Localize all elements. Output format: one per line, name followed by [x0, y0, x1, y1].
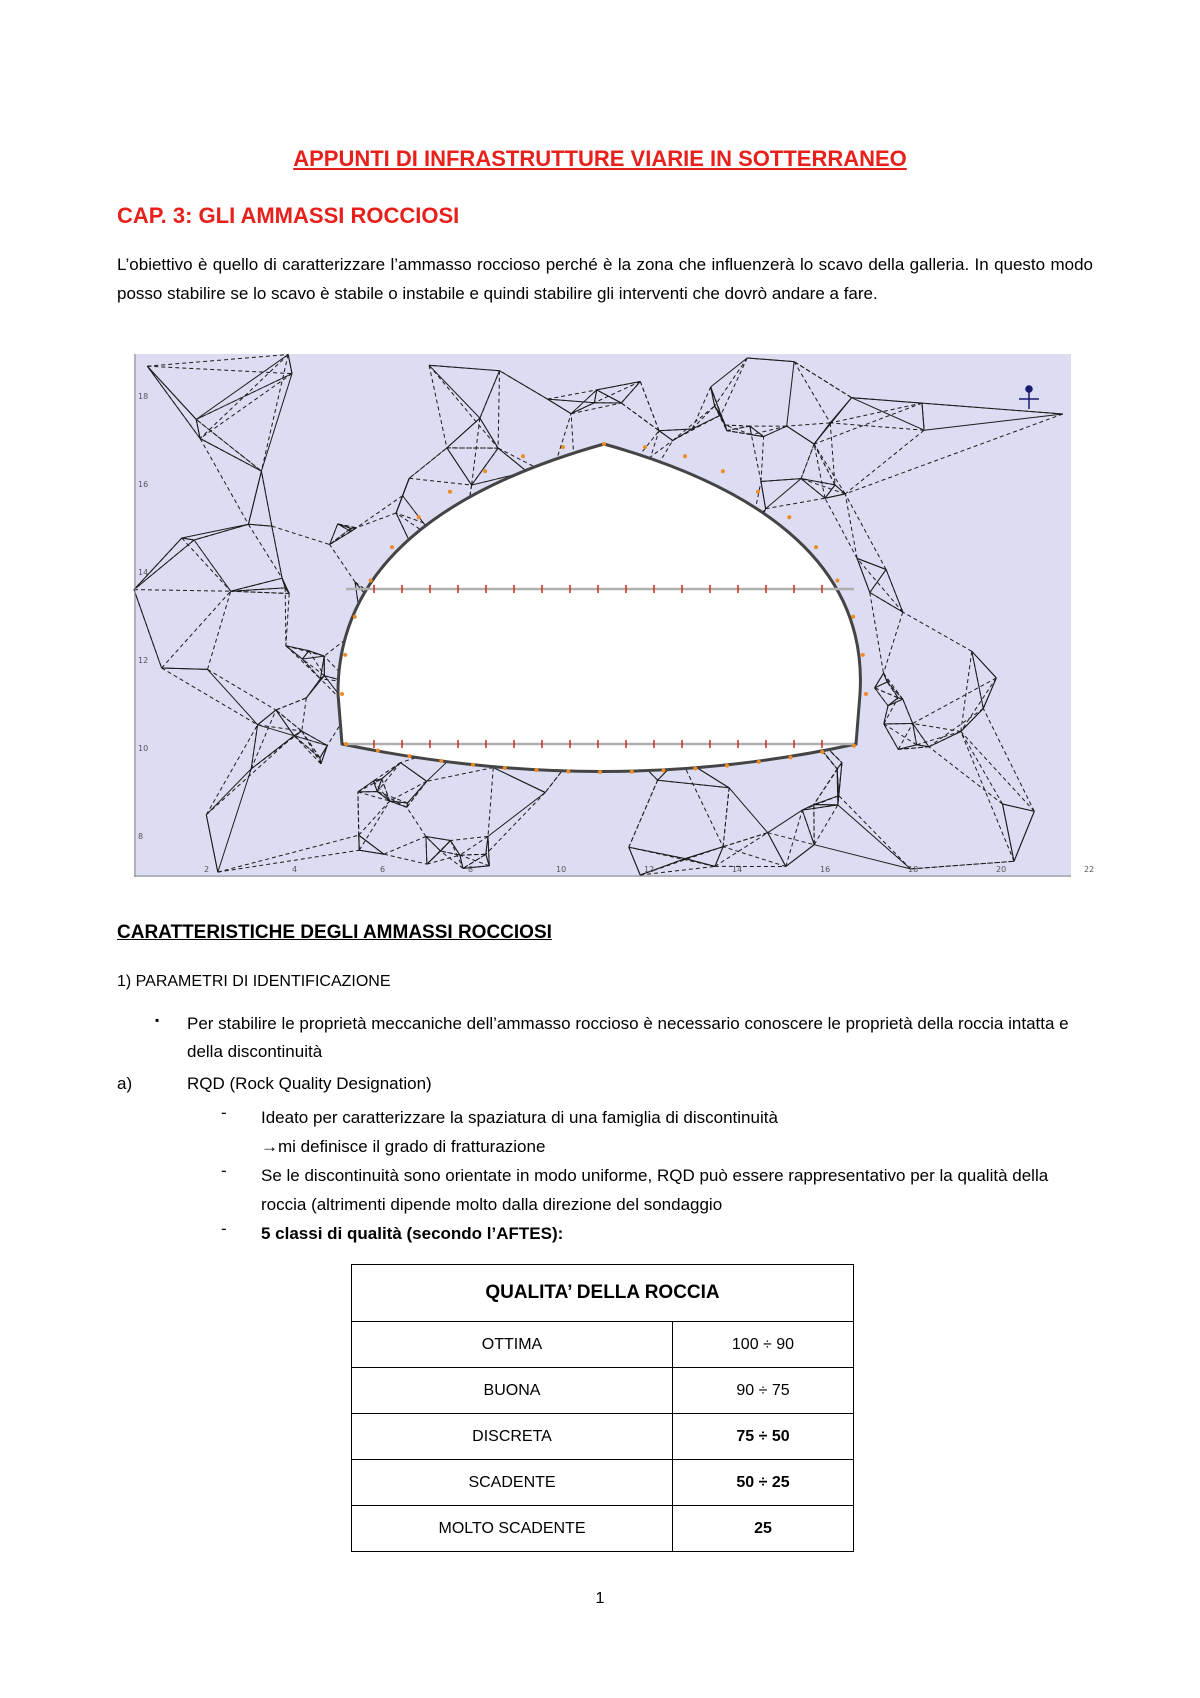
- x-tick-label: 2: [204, 865, 210, 874]
- tunnel-mesh-figure: [134, 354, 1095, 877]
- y-tick-label: 10: [138, 744, 149, 753]
- sub-item-2: Se le discontinuità sono orientate in modo uniforme, RQD può essere rappresentativo per la qualità della roccia (altrimenti dipende molto dalla direzione del sondaggio: [261, 1166, 1049, 1214]
- boundary-node: [340, 692, 344, 696]
- boundary-node: [852, 744, 856, 748]
- rqd-range: 25: [673, 1506, 854, 1552]
- x-tick-label: 6: [380, 865, 386, 874]
- boundary-node: [561, 445, 565, 449]
- chapter-heading: CAP. 3: GLI AMMASSI ROCCIOSI: [117, 203, 460, 228]
- page-number: 1: [595, 1590, 605, 1607]
- boundary-node: [602, 442, 606, 446]
- table-row: [352, 1460, 854, 1506]
- boundary-node: [693, 767, 697, 771]
- boundary-node: [835, 579, 839, 583]
- boundary-node: [598, 770, 602, 774]
- x-tick-label: 18: [908, 865, 919, 874]
- table-header-row: [352, 1265, 854, 1322]
- table-row: [352, 1506, 854, 1552]
- y-tick-label: 16: [138, 480, 149, 489]
- dash-marker: -: [221, 1103, 227, 1122]
- x-tick-label: 12: [644, 865, 655, 874]
- sub-item-1-line1: Ideato per caratterizzare la spaziatura di una famiglia di discontinuità: [261, 1108, 778, 1127]
- quality-label: BUONA: [352, 1368, 673, 1414]
- boundary-node: [483, 469, 487, 473]
- boundary-node: [789, 755, 793, 759]
- quality-label: DISCRETA: [352, 1414, 673, 1460]
- dash-marker: -: [221, 1219, 227, 1238]
- boundary-node: [630, 770, 634, 774]
- arrow-icon: →: [261, 1137, 278, 1156]
- table-header: QUALITA’ DELLA ROCCIA: [352, 1265, 854, 1322]
- y-tick-label: 14: [138, 568, 149, 577]
- boundary-node: [851, 615, 855, 619]
- bullet-square-icon: ▪: [155, 1013, 160, 1027]
- rock-quality-table: [351, 1264, 854, 1552]
- intro-paragraph: L’obiettivo è quello di caratterizzare l’ammasso roccioso perché è la zona che influenzerà lo scavo della galleria. In questo modo posso stabilire se lo scavo è stabile o instabile e quindi stabilire gli interventi che dovrò andare a fare.: [117, 255, 1093, 303]
- boundary-node: [503, 766, 507, 770]
- quality-label: OTTIMA: [352, 1322, 673, 1368]
- boundary-node: [471, 763, 475, 767]
- boundary-node: [439, 759, 443, 763]
- boundary-node: [683, 454, 687, 458]
- boundary-node: [662, 769, 666, 773]
- x-tick-label: 4: [292, 865, 298, 874]
- quality-label: SCADENTE: [352, 1460, 673, 1506]
- boundary-node: [344, 742, 348, 746]
- boundary-node: [757, 760, 761, 764]
- boundary-node: [643, 445, 647, 449]
- item-a-marker: a): [117, 1074, 133, 1093]
- x-tick-label: 22: [1084, 865, 1095, 874]
- boundary-node: [535, 768, 539, 772]
- mesh-edge: [285, 588, 286, 646]
- boundary-node: [390, 545, 394, 549]
- dash-marker: -: [221, 1161, 227, 1180]
- boundary-node: [787, 515, 791, 519]
- x-tick-label: 16: [820, 865, 831, 874]
- table-row: [352, 1322, 854, 1368]
- boundary-node: [864, 692, 868, 696]
- boundary-node: [343, 653, 347, 657]
- sub-item-1: [261, 1103, 1093, 1161]
- bullet-text: Per stabilire le proprietà meccaniche dell’ammasso roccioso è necessario conoscere le proprietà della roccia intatta e della discontinuità: [187, 1014, 1069, 1061]
- boundary-node: [376, 749, 380, 753]
- rqd-range: 90 ÷ 75: [673, 1368, 854, 1414]
- table-row: [352, 1414, 854, 1460]
- rqd-range: 75 ÷ 50: [673, 1414, 854, 1460]
- y-tick-label: 8: [138, 832, 144, 841]
- y-tick-label: 12: [138, 656, 149, 665]
- boundary-node: [521, 454, 525, 458]
- document-title: APPUNTI DI INFRASTRUTTURE VIARIE IN SOTTERRANEO: [293, 146, 907, 171]
- boundary-node: [369, 579, 373, 583]
- sub-item-1-line2: mi definisce il grado di fratturazione: [278, 1137, 546, 1156]
- rqd-range: 50 ÷ 25: [673, 1460, 854, 1506]
- boundary-node: [721, 469, 725, 473]
- boundary-node: [861, 653, 865, 657]
- table-row: [352, 1368, 854, 1414]
- boundary-node: [756, 490, 760, 494]
- x-tick-label: 20: [996, 865, 1007, 874]
- boundary-node: [725, 764, 729, 768]
- section-heading: CARATTERISTICHE DEGLI AMMASSI ROCCIOSI: [117, 922, 552, 943]
- boundary-node: [566, 770, 570, 774]
- rqd-range: 100 ÷ 90: [673, 1322, 854, 1368]
- boundary-node: [353, 615, 357, 619]
- x-tick-label: 10: [556, 865, 567, 874]
- boundary-node: [448, 490, 452, 494]
- sub-item-3: 5 classi di qualità (secondo l’AFTES):: [261, 1224, 564, 1243]
- boundary-node: [408, 754, 412, 758]
- item-a-text: RQD (Rock Quality Designation): [187, 1074, 432, 1093]
- quality-label: MOLTO SCADENTE: [352, 1506, 673, 1552]
- boundary-node: [820, 750, 824, 754]
- boundary-node: [814, 545, 818, 549]
- y-tick-label: 18: [138, 392, 149, 401]
- boundary-node: [417, 515, 421, 519]
- x-tick-label: 8: [468, 865, 474, 874]
- x-tick-label: 14: [732, 865, 743, 874]
- subheading: 1) PARAMETRI DI IDENTIFICAZIONE: [117, 973, 391, 990]
